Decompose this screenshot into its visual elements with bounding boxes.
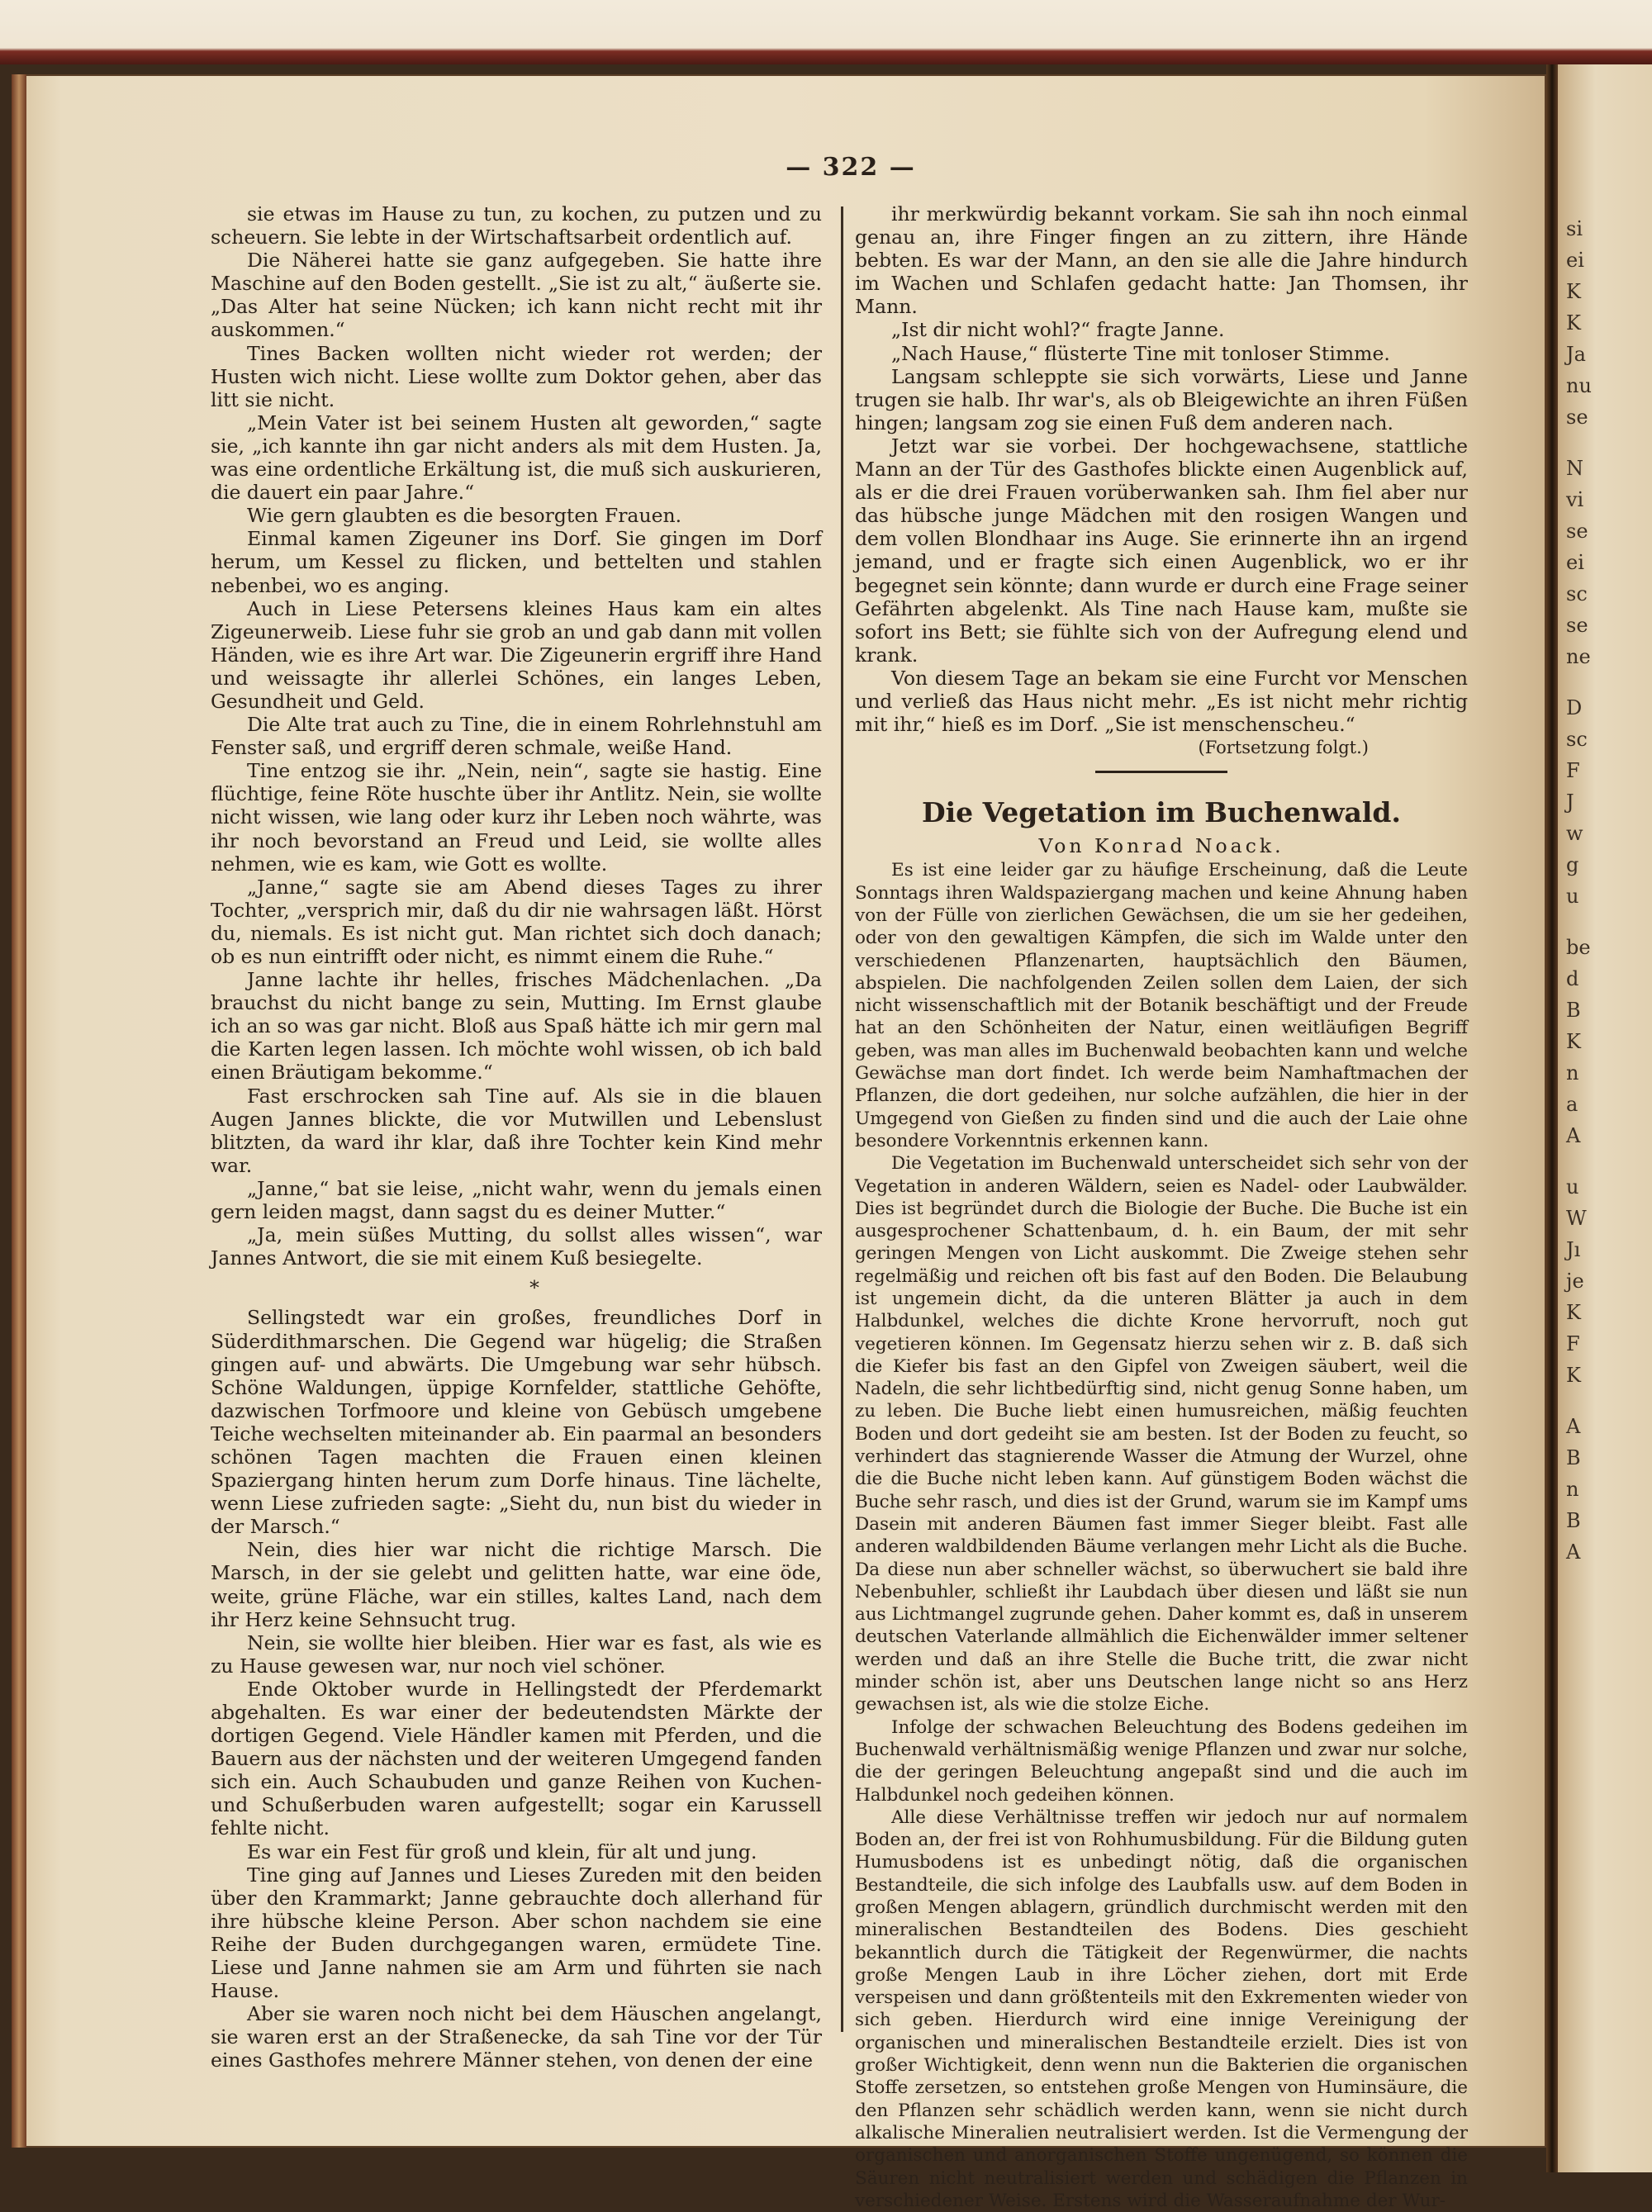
left-paragraph: Nein, dies hier war nicht die richtige Marsch. Die Marsch, in der sie gelebt und gelitten hatte, war eine öde, weite, grüne Fläche, war ein stilles, kaltes Land, nach dem ihr Herz keine Sehnsucht trug.: [211, 1538, 822, 1631]
story-paragraph: Jetzt war sie vorbei. Der hochgewachsene, stattliche Mann an der Tür des Gasthofes blickte einen Augenblick auf, als er die drei Frauen vorüberwanken sah. Ihm fiel aber nur das hübsche junge Mädchen mit den rosigen Wangen und dem vollen Blondhaar ins Auge. Sie erinnerte ihn an irgend jemand, und er fragte sich einen Augenblick, wo er ihr begegnet sein könnte; dann wurde er durch eine Frage seiner Gefährten abgelenkt. Als Tine nach Hause kam, mußte sie sofort ins Bett; sie fühlte sich von der Aufregung elend und krank.: [855, 434, 1468, 667]
facing-page-text-fragment: ei: [1566, 551, 1584, 574]
right-column: [855, 202, 1468, 2212]
story-continuation-text: [855, 202, 1468, 736]
left-paragraph: Die Näherei hatte sie ganz aufgegeben. Sie hatte ihre Maschine auf den Boden gestellt. „Sie ist zu alt,“ äußerte sie. „Das Alter hat seine Nücken; ich kann nicht recht mit ihr auskommen.“: [211, 249, 822, 342]
left-paragraph: Tines Backen wollten nicht wieder rot werden; der Husten wich nicht. Liese wollte zum Doktor gehen, aber das litt sie nicht.: [211, 341, 822, 411]
left-paragraph: „Ja, mein süßes Mutting, du sollst alles wissen“, war Jannes Antwort, die sie mit einem Kuß besiegelte.: [211, 1223, 822, 1270]
story-paragraph: „Ist dir nicht wohl?“ fragte Janne.: [891, 318, 1225, 342]
facing-page-text-fragment: sc: [1566, 728, 1588, 751]
left-paragraph: Sellingstedt war ein großes, freundliches Dorf in Süderdithmarschen. Die Gegend war hügelig; die Straßen gingen auf- und abwärts. Die Umgebung war sehr hübsch. Schöne Waldungen, üppige Kornfelder, stattliche Gehöfte, dazwischen Torfmoore und kleine von Gebüsch umgebene Teiche wechselten miteinander ab. Ein paarmal an besonders schönen Tagen machten die Frauen einen kleinen Spaziergang hinten herum zum Dorfe hinaus. Tine lächelte, wenn Liese zufrieden sagte: „Sieht du, nun bist du wieder in der Marsch.“: [211, 1306, 822, 1539]
left-paragraph: Ende Oktober wurde in Hellingstedt der Pferdemarkt abgehalten. Es war einer der bedeutendsten Märkte der dortigen Gegend. Viele Händler kamen mit Pferden, und die Bauern aus der nächsten und der weiteren Umgegend fanden sich ein. Auch Schaubuden und ganze Reihen von Kuchen- und Schußerbuden waren aufgestellt; sogar ein Karussell fehlte nicht.: [211, 1677, 822, 1840]
left-paragraph: Auch in Liese Petersens kleines Haus kam ein altes Zigeunerweib. Liese fuhr sie grob an und gab dann mit vollen Händen, wie es ihre Art war. Die Zigeunerin ergriff ihre Hand und weissagte ihr allerlei Schönes, ein langes Leben, Gesundheit und Geld.: [211, 596, 822, 713]
facing-page-text-fragment: ei: [1566, 249, 1584, 272]
left-paragraph: Wie gern glaubten es die besorgten Frauen.: [247, 504, 682, 528]
left-paragraph: „Mein Vater ist bei seinem Husten alt geworden,“ sagte sie, „ich kannte ihn gar nicht anders als mit dem Husten. Ja, was eine ordentliche Erkältung ist, die muß sich auskurieren, die dauert ein paar Jahre.“: [211, 411, 822, 505]
left-paragraph: sie etwas im Hause zu tun, zu kochen, zu putzen und zu scheuern. Sie lebte in der Wirtschaftsarbeit ordentlich auf.: [211, 202, 822, 249]
left-paragraph: „Janne,“ sagte sie am Abend dieses Tages zu ihrer Tochter, „versprich mir, daß du dir nie wahrsagen läßt. Hörst du, niemals. Es ist nicht gut. Man richtet sich doch danach; ob es nun eintrifft oder nicht, es nimmt einem die Ruhe.“: [211, 875, 822, 968]
facing-page-text-fragment: B: [1566, 1446, 1581, 1469]
facing-page-text-fragment: se: [1566, 520, 1588, 543]
left-column: [211, 202, 822, 2072]
left-paragraph: Fast erschrocken sah Tine auf. Als sie in die blauen Augen Jannes blickte, die vor Mutwillen und Lebenslust blitzten, da ward ihr klar, daß ihre Tochter kein Kind mehr war.: [211, 1084, 822, 1177]
facing-page-text-fragment: K: [1566, 1030, 1581, 1053]
facing-page-text-fragment: Ja: [1566, 343, 1586, 366]
page-number: — 322 —: [786, 153, 916, 182]
left-paragraph: Nein, sie wollte hier bleiben. Hier war es fast, als wie es zu Hause gewesen war, nur noch viel schöner.: [211, 1631, 822, 1678]
facing-page-text-fragment: g: [1566, 853, 1579, 876]
left-paragraph: Aber sie waren noch nicht bei dem Häuschen angelangt, sie waren erst an der Straßenecke, da sah Tine vor der Tür eines Gasthofes mehrere Männer stehen, von denen der eine: [211, 2002, 822, 2072]
facing-page-text-fragment: nu: [1566, 374, 1592, 397]
facing-page-text-fragment: w: [1566, 822, 1583, 845]
facing-page-text-fragment: F: [1566, 759, 1580, 782]
article-title: Die Vegetation im Buchenwald.: [922, 796, 1401, 829]
left-paragraph: Es war ein Fest für groß und klein, für alt und jung.: [247, 1839, 757, 1863]
facing-page-text-fragment: K: [1566, 1301, 1581, 1324]
facing-page-text-fragment: J: [1566, 790, 1574, 814]
facing-page-text-fragment: be: [1566, 936, 1591, 959]
facing-page-text-fragment: K: [1566, 280, 1581, 303]
facing-page-text-fragment: W: [1566, 1207, 1587, 1230]
facing-page-text-fragment: F: [1566, 1332, 1580, 1355]
facing-page-text-fragment: n: [1566, 1478, 1579, 1501]
story-paragraph: „Nach Hause,“ flüsterte Tine mit tonloser Stimme.: [891, 341, 1390, 365]
facing-page-text-fragment: n: [1566, 1061, 1579, 1085]
facing-page-text-fragment: sc: [1566, 582, 1588, 605]
left-paragraph: Die Alte trat auch zu Tine, die in einem Rohrlehnstuhl am Fenster saß, und ergriff deren schmale, weiße Hand.: [211, 713, 822, 760]
facing-page-text-fragment: se: [1566, 614, 1588, 637]
article-body: [855, 859, 1468, 2212]
article-byline: Von Konrad Noack.: [1038, 834, 1284, 858]
facing-page-edge: [1558, 64, 1652, 2172]
facing-page-text-fragment: A: [1566, 1124, 1581, 1147]
story-paragraph: Von diesem Tage an bekam sie eine Furcht vor Menschen und verließ das Haus nicht mehr. „Es ist nicht mehr richtig mit ihr,“ hieß es im Dorf. „Sie ist menschenscheu.“: [855, 666, 1468, 737]
book-binding-edge: [12, 74, 26, 2148]
facing-page-text-fragment: je: [1566, 1270, 1584, 1293]
facing-page-text-fragment: A: [1566, 1415, 1581, 1438]
facing-page-text-fragment: B: [1566, 999, 1581, 1022]
facing-page-text-fragment: d: [1566, 967, 1579, 990]
facing-page-text-fragment: Jı: [1566, 1238, 1581, 1261]
story-paragraph: ihr merkwürdig bekannt vorkam. Sie sah ihn noch einmal genau an, ihre Finger fingen an zu zittern, ihre Hände bebten. Es war der Mann, an den sie alle die Jahre hindurch im Wachen und Schlafen gedacht hatte: Jan Thomsen, ihr Mann.: [855, 202, 1468, 319]
left-paragraph: Tine entzog sie ihr. „Nein, nein“, sagte sie hastig. Eine flüchtige, feine Röte huschte über ihr Antlitz. Nein, sie wollte nicht wissen, wie lang oder kurz ihr Leben noch währte, was ihr noch bevorstand an Freud und Leid, sie wollte alles nehmen, wie es kam, wie Gott es wollte.: [211, 759, 822, 876]
book-gutter: [1546, 64, 1558, 2172]
column-divider: [841, 206, 843, 2032]
section-separator: *: [529, 1276, 539, 1300]
article-paragraph: Die Vegetation im Buchenwald unterscheidet sich sehr von der Vegetation in anderen Wäldern, seien es Nadel- oder Laubwälder. Dies ist begründet durch die Biologie der Buche. Die Buche ist ein ausgesprochener Schattenbaum, d. h. ein Baum, der mit sehr geringen Mengen von Licht auskommt. Die Zweige stehen sehr regelmäßig und reichen oft bis fast auf den Boden. Die Belaubung ist ungemein dicht, da die unteren Blätter ja auch in dem Halbdunkel, welches die dichte Krone hervorruft, noch gut vegetieren können. Im Gegensatz hierzu sehen wir z. B. daß sich die Kiefer bis fast an den Gipfel von Zweigen säubert, weil die Nadeln, die sehr lichtbedürftig sind, nicht genug Sonne haben, um zu leben. Die Buche liebt einen humusreichen, mäßig feuchten Boden und dort gedeiht sie am besten. Ist der Boden zu feucht, so verhindert das stagnierende Wasser die Atmung der Wurzel, ohne die die Buche nicht leben kann. Auf günstigem Boden wächst die Buche sehr rasch, und dies ist der Grund, warum sie im Kampf ums Dasein mit anderen Bäumen fast immer Sieger bleibt. Fast alle anderen waldbildenden Bäume verlangen mehr Licht als die Buche. Da diese nun aber schneller wächst, so überwuchert sie bald ihre Nebenbuhler, schließt ihr Laubdach über diesen und läßt sie nun aus Lichtmangel zugrunde gehen. Daher kommt es, daß in unserem deutschen Vaterlande allmählich die Eichenwälder immer seltener werden und daß an ihre Stelle die Buche tritt, die zwar nicht minder schön ist, aber uns Deutschen lange nicht so ans Herz gewachsen ist, als wie die stolze Eiche.: [855, 1153, 1468, 1716]
left-paragraph: Einmal kamen Zigeuner ins Dorf. Sie gingen im Dorf herum, um Kessel zu flicken, und bettelten und stahlen nebenbei, wo es anging.: [211, 527, 822, 597]
facing-page-text-fragment: A: [1566, 1540, 1581, 1564]
facing-page-text-fragment: u: [1566, 1175, 1579, 1199]
continuation-note: (Fortsetzung folgt.): [1198, 738, 1369, 758]
article-paragraph: Es ist eine leider gar zu häufige Erscheinung, daß die Leute Sonntags ihren Waldspaziergang machen und keine Ahnung haben von der Fülle von zierlichen Gewächsen, die um sie her gedeihen, oder von den gewaltigen Kämpfen, die sich im Walde unter den verschiedenen Pflanzenarten, hauptsächlich den Bäumen, abspielen. Die nachfolgenden Zeilen sollen dem Laien, der sich nicht wissenschaftlich mit der Botanik beschäftigt und der Freude hat an den Schönheiten der Natur, einen weitläufigen Begriff geben, was man alles im Buchenwald beobachten kann und welche Gewächse man dort findet. Ich werde beim Namhaftmachen der Pflanzen, die dort gedeihen, nur solche aufzählen, die hier in der Umgegend von Gießen zu finden sind und die auch der Laie ohne besondere Vorkenntnis erkennen kann.: [855, 860, 1468, 1151]
facing-page-text-fragment: se: [1566, 406, 1588, 429]
facing-page-text-fragment: u: [1566, 885, 1579, 908]
facing-page-text-fragment: a: [1566, 1093, 1578, 1116]
facing-page-text-fragment: K: [1566, 311, 1581, 335]
desk-background: [0, 0, 1652, 64]
facing-page-text-fragment: si: [1566, 217, 1583, 240]
facing-page-text-fragment: K: [1566, 1364, 1581, 1387]
facing-page-text-fragment: ne: [1566, 645, 1591, 668]
facing-page-text-fragment: N: [1566, 457, 1583, 480]
left-paragraph: Janne lachte ihr helles, frisches Mädchenlachen. „Da brauchst du nicht bange zu sein, Mutting. Im Ernst glaube ich an so was gar nicht. Bloß aus Spaß hätte ich mir gern mal die Karten legen lassen. Ich möchte wohl wissen, ob ich bald einen Bräutigam bekomme.“: [211, 968, 822, 1085]
article-paragraph: Infolge der schwachen Beleuchtung des Bodens gedeihen im Buchenwald verhältnismäßig wenige Pflanzen und zwar nur solche, die der geringen Beleuchtung angepaßt sind und die auch im Halbdunkel noch gedeihen können.: [855, 1716, 1468, 1806]
facing-page-text-fragment: D: [1566, 696, 1583, 719]
facing-page-text-fragment: vi: [1566, 488, 1584, 511]
section-rule: [1095, 771, 1227, 773]
story-paragraph: Langsam schleppte sie sich vorwärts, Liese und Janne trugen sie halb. Ihr war's, als ob Bleigewichte an ihren Füßen hingen; langsam zog sie einen Fuß dem anderen nach.: [855, 364, 1468, 434]
facing-page-text-fragment: B: [1566, 1509, 1581, 1532]
left-paragraph: Tine ging auf Jannes und Lieses Zureden mit den beiden über den Krammarkt; Janne gebrauchte doch allerhand für ihre hübsche kleine Person. Aber schon nachdem sie eine Reihe der Buden durchgegangen waren, ermüdete Tine. Liese und Janne nahmen sie am Arm und führten sie nach Hause.: [211, 1863, 822, 2003]
left-paragraph: „Janne,“ bat sie leise, „nicht wahr, wenn du jemals einen gern leiden magst, dann sagst du es deiner Mutter.“: [211, 1176, 822, 1224]
article-paragraph: Alle diese Verhältnisse treffen wir jedoch nur auf normalem Boden an, der frei ist von Rohhumusbildung. Für die Bildung guten Humusbodens ist es unbedingt nötig, daß die organischen Bestandteile, die sich infolge des Laubfalls usw. auf dem Boden in großen Mengen ablagern, gründlich durchmischt werden mit den mineralischen Bestandteilen des Bodens. Dies geschieht bekanntlich durch die Tätigkeit der Regenwürmer, die nachts große Mengen Laub in ihre Löcher ziehen, dort mit Erde verspeisen und dann größtenteils mit den Exkrementen wieder von sich geben. Hierdurch wird eine innige Vereinigung der organischen und mineralischen Bestandteile erzielt. Dies ist von großer Wichtigkeit, denn wenn nun die Bakterien die organischen Stoffe zersetzen, so entstehen große Mengen von Huminsäure, die den Pflanzen sehr schädlich werden kann, wenn sie nicht durch alkalische Mineralien neutralisiert werden. Ist die Vermengung der organischen und anorganischen Stoffe ungenügend, so können die Säuren nicht neutralisiert werden und schädigen die Pflanzen in verschiedener Weise. Erstens wird die Wasseraufnahme der Wur-: [855, 1806, 1468, 2211]
